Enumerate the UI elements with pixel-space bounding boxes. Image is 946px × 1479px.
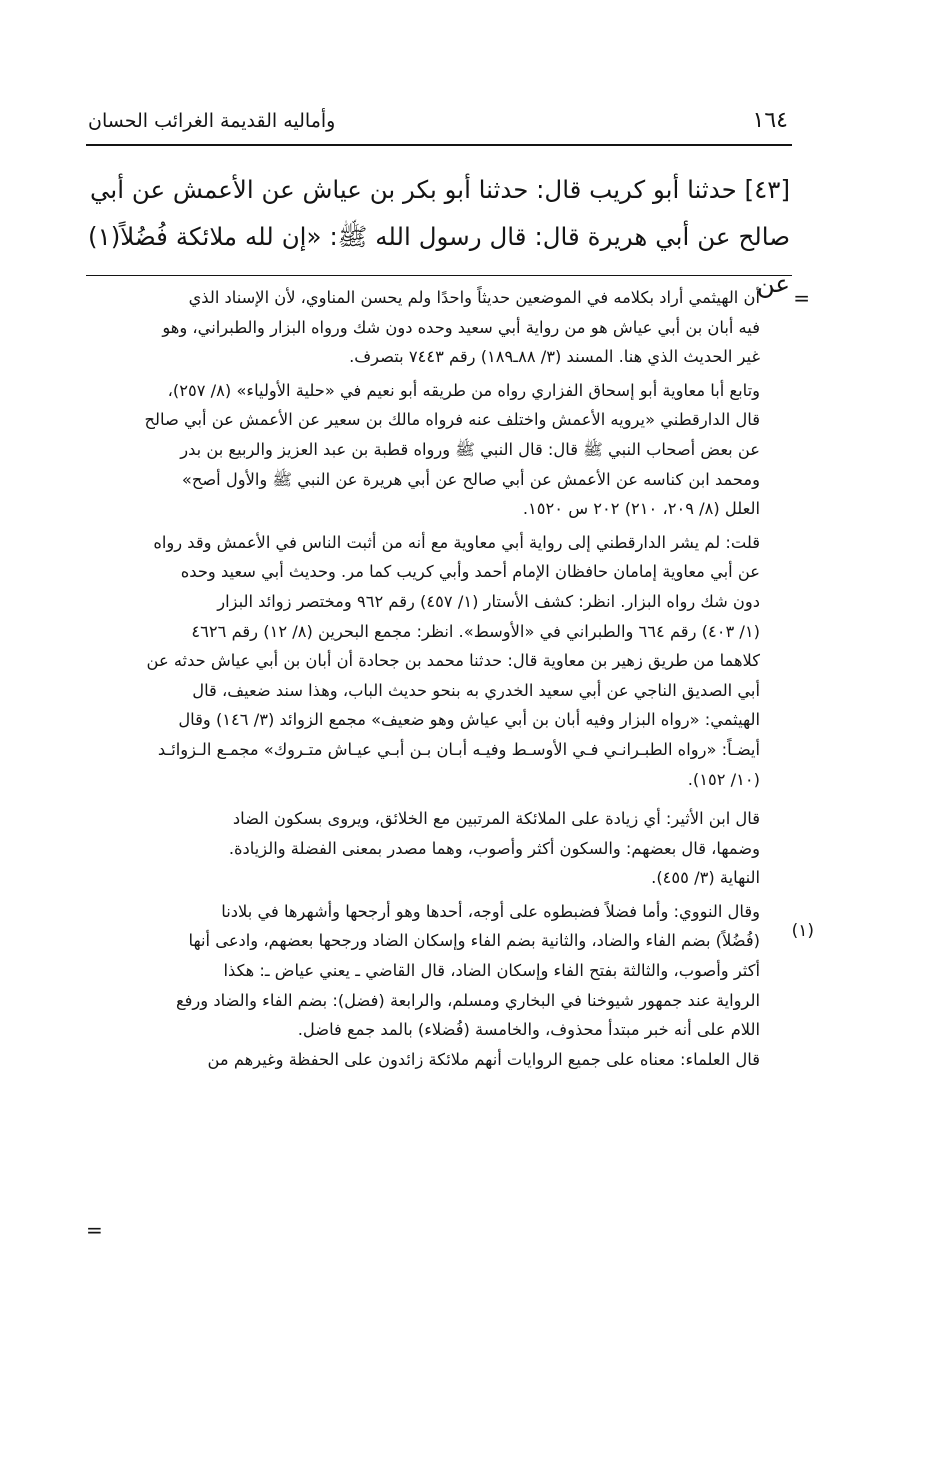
footnotes — [86, 283, 760, 1074]
page-header — [86, 104, 792, 146]
footnote-1 — [86, 804, 760, 893]
footnote-line: قال ابن الأثير: أي زيادة على الملائكة المرتبين مع الخلائق، ويروى بسكون الضاد — [232, 809, 760, 829]
footnote-line: النهاية (٣/ ٤٥٥). — [651, 868, 760, 888]
footnote-1-para-2 — [86, 897, 760, 1045]
footnote-line: اللام على أنه خبر مبتدأ محذوف، والخامسة (فُضلاء) بالمد جمع فاضل. — [297, 1020, 760, 1040]
footnote-line: أن الهيثمي أراد بكلامه في الموضعين حديثاً واحدًا ولم يحسن المناوي، لأن الإسناد الذي — [188, 288, 760, 307]
footnote-line: (فُضُلاً) بضم الفاء والضاد، والثانية بضم الفاء وإسكان الضاد ورجحها بعضهم، وادعى أنها — [188, 931, 760, 951]
footnote-continued-para-1 — [86, 283, 760, 372]
continuation-marker-bottom: = — [86, 1218, 103, 1242]
footnote-continued-para-3 — [86, 528, 760, 794]
footnote-line: كلاهما من طريق زهير بن معاوية قال: حدثنا محمد بن جحادة أن أبان بن أبي عياش حدثه عن — [146, 651, 760, 671]
footnote-1-para-3 — [86, 1045, 760, 1075]
footnote-line: ومحمد ابن كناسه عن الأعمش عن أبي صالح عن أبي هريرة عن النبي ﷺ والأول أصح» — [181, 469, 760, 489]
continuation-marker-top: = — [793, 286, 810, 310]
footnote-line: غير الحديث الذي هنا. المسند (٣/ ٨٨ـ١٨٩) رقم ٧٤٤٣ بتصرف. — [349, 347, 760, 367]
footnote-line: دون شك رواه البزار. انظر: كشف الأستار (١/ ٤٥٧) رقم ٩٦٢ ومختصر زوائد البزار — [217, 591, 760, 611]
footnote-line: وقال النووي: وأما فضلاً فضبطوه على أوجه، أحدها وهو أرجحها وأشهرها في بلادنا — [221, 901, 760, 921]
footnote-line: قال الدارقطني «يرويه الأعمش واختلف عنه فرواه مالك بن سعير عن الأعمش عن أبي صالح — [144, 410, 760, 430]
footnote-line: أكثر وأصوب، والثالثة بفتح الفاء وإسكان الضاد، قال القاضي ـ يعني عياض ـ: هكذا — [223, 961, 760, 981]
footnote-line: العلل (٨/ ٢٠٩، ٢١٠) ٢٠٢ س ١٥٢٠. — [522, 499, 760, 519]
footnote-line: الرواية عند جمهور شيوخنا في البخاري ومسلم، والرابعة (فضل): بضم الفاء والضاد ورفع — [175, 990, 760, 1010]
footnote-line: قال العلماء: معناه على جميع الروايات أنهم ملائكة زائدون على الحفظة وغيرهم من — [207, 1049, 760, 1069]
page-number: ١٦٤ — [752, 108, 788, 133]
footnote-line: أيضـاً: «رواه الطبـرانـي فـي الأوسـط وفيـه أبـان بـن أبـي عيـاش متـروك» مجمـع الـزوائـد — [157, 739, 760, 759]
footnote-marker: (١) — [791, 921, 814, 941]
footnote-line: عن أبي معاوية إمامان حافظان الإمام أحمد وأبي كريب كما مر. وحديث أبي سعيد وحده — [180, 562, 760, 582]
footnote-line: وتابع أبا معاوية أبو إسحاق الفزاري رواه من طريقه أبو نعيم في «حلية الأولياء» (٨/ ٢٥٧)، — [167, 380, 760, 400]
footnote-line: وضمها، قال بعضهم: والسكون أكثر وأصوب، وهما مصدر بمعنى الفضلة والزيادة. — [228, 838, 760, 858]
footnote-continued-para-2 — [86, 376, 760, 524]
footnote-line: (١/ ٤٠٣) رقم ٦٦٤ والطبراني في «الأوسط». انظر: مجمع البحرين (٨/ ١٢) رقم ٤٦٢٦ — [191, 621, 760, 641]
footnote-line: عن بعض أصحاب النبي ﷺ قال: قال النبي ﷺ ورواه قطبة بن عبد العزيز والربيع بن بدر — [180, 439, 760, 459]
footnote-line: فيه أبان بن أبي عياش هو من رواية أبي سعيد وحده دون شك ورواه البزار والطبراني، وهو — [162, 317, 760, 337]
hadith-line: [٤٣] حدثنا أبو كريب قال: حدثنا أبو بكر بن عياش عن الأعمش عن أبي — [89, 175, 790, 204]
hadith-line: صالح عن أبي هريرة قال: قال رسول الله ﷺ: «إن لله ملائكة فُضُلاً(١) عن — [88, 222, 790, 298]
footnote-separator — [86, 275, 792, 276]
footnote-line: أبي الصديق الناجي عن أبي سعيد الخدري به بنحو حديث الباب، وهذا سند ضعيف، قال — [192, 680, 760, 700]
footnote-line: قلت: لم يشر الدارقطني إلى رواية أبي معاوية مع أنه من أثبت الناس في الأعمش وقد رواه — [153, 532, 760, 552]
running-title: وأماليه القديمة الغرائب الحسان — [88, 110, 336, 132]
footnote-line: (١٠/ ١٥٢). — [687, 769, 760, 789]
footnote-line: الهيثمي: «رواه البزار وفيه أبان بن أبي عياش وهو ضعيف» مجمع الزوائد (٣/ ١٤٦) وقال — [178, 710, 760, 730]
